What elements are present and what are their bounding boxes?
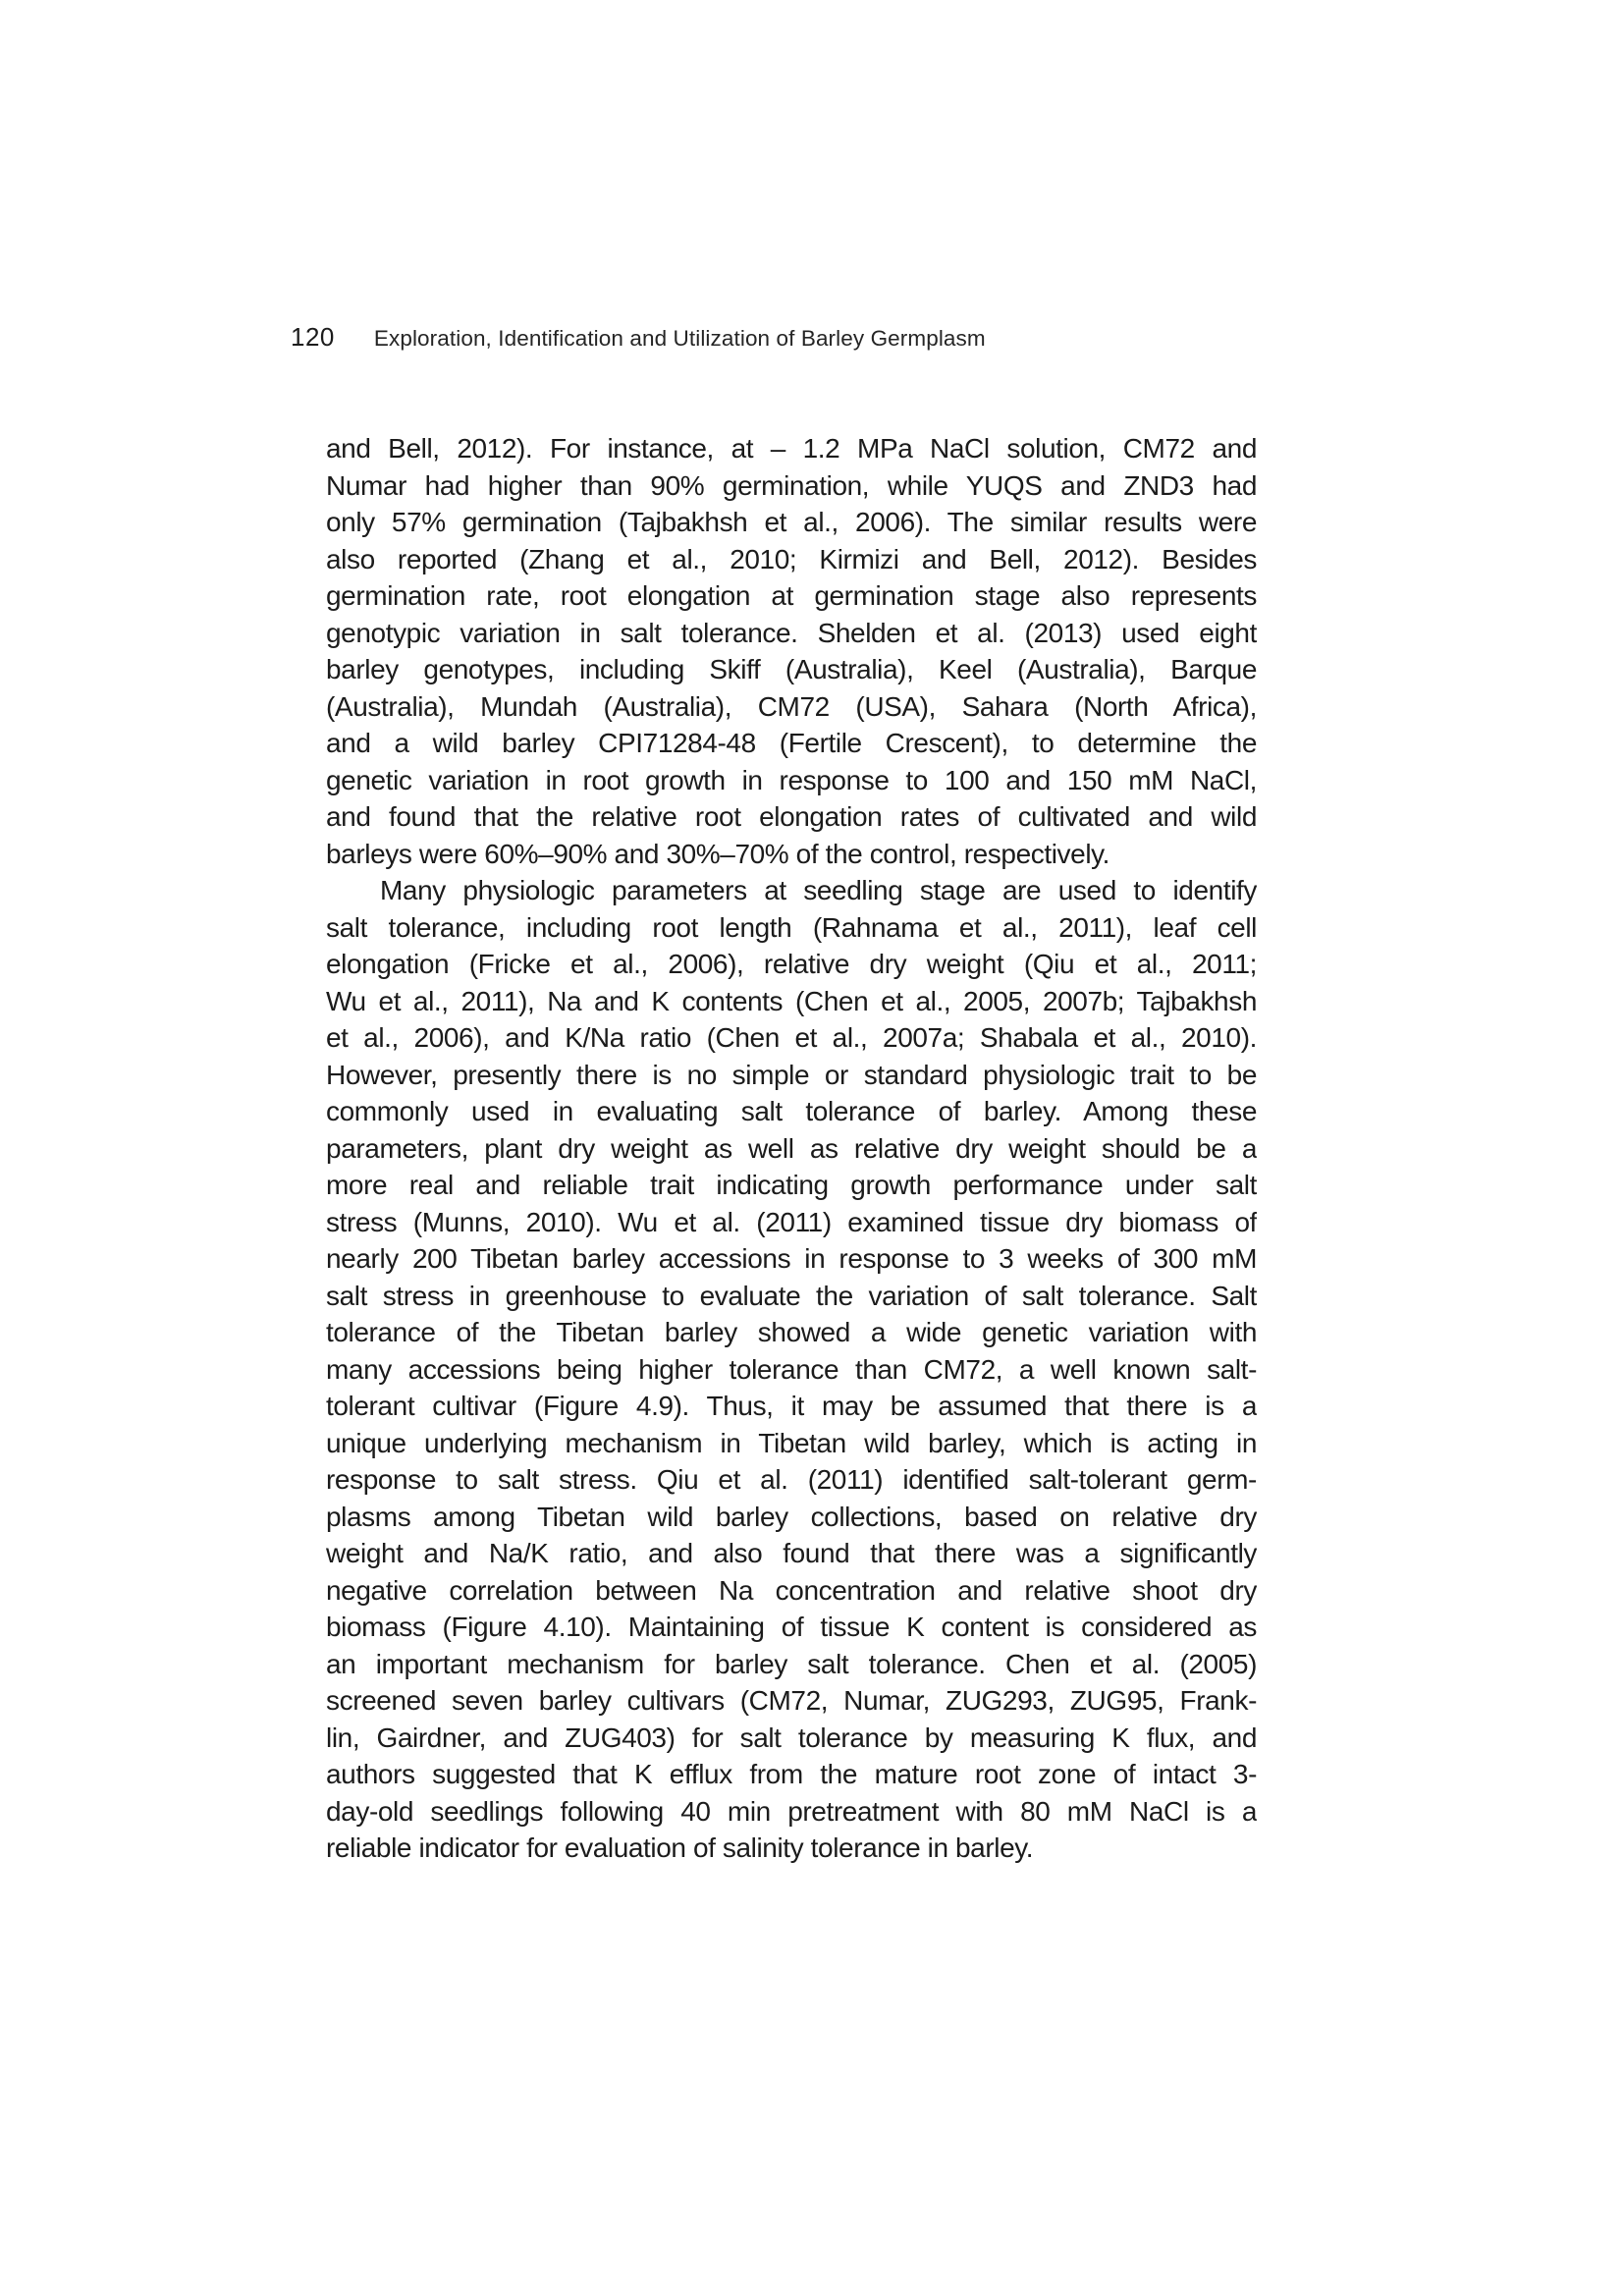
text-line: and a wild barley CPI71284-48 (Fertile Crescent), to determine the <box>326 728 1257 758</box>
running-header <box>291 322 986 353</box>
text-line: salt stress in greenhouse to evaluate the variation of salt tolerance. Salt <box>326 1280 1257 1311</box>
text-line: reliable indicator for evaluation of salinity tolerance in barley. <box>326 1832 1034 1863</box>
text-line: Many physiologic parameters at seedling stage are used to identify <box>380 875 1257 905</box>
text-line: response to salt stress. Qiu et al. (2011) identified salt-tolerant germ- <box>326 1464 1257 1495</box>
text-line: weight and Na/K ratio, and also found that there was a significantly <box>326 1538 1257 1568</box>
text-line: stress (Munns, 2010). Wu et al. (2011) examined tissue dry biomass of <box>326 1206 1257 1237</box>
text-line: commonly used in evaluating salt tolerance of barley. Among these <box>326 1096 1257 1126</box>
text-line: also reported (Zhang et al., 2010; Kirmizi and Bell, 2012). Besides <box>326 543 1257 574</box>
text-line: However, presently there is no simple or standard physiologic trait to be <box>326 1059 1257 1090</box>
text-line: et al., 2006), and K/Na ratio (Chen et al., 2007a; Shabala et al., 2010). <box>326 1022 1257 1053</box>
text-line: Wu et al., 2011), Na and K contents (Chen et al., 2005, 2007b; Tajbakhsh <box>326 985 1257 1016</box>
text-line: negative correlation between Na concentration and relative shoot dry <box>326 1574 1257 1606</box>
text-line: genetic variation in root growth in response to 100 and 150 mM NaCl, <box>326 764 1257 795</box>
text-line: authors suggested that K efflux from the mature root zone of intact 3- <box>326 1759 1257 1789</box>
text-line: and found that the relative root elongation rates of cultivated and wild <box>326 801 1257 832</box>
running-title: Exploration, Identification and Utilization of Barley Germplasm <box>373 326 986 351</box>
text-line: biomass (Figure 4.10). Maintaining of tissue K content is considered as <box>326 1612 1257 1642</box>
text-line: unique underlying mechanism in Tibetan wild barley, which is acting in <box>326 1427 1257 1458</box>
text-line: tolerant cultivar (Figure 4.9). Thus, it may be assumed that there is a <box>326 1391 1257 1421</box>
body-text <box>326 430 1257 1867</box>
text-line: parameters, plant dry weight as well as relative dry weight should be a <box>326 1132 1257 1164</box>
paragraph <box>326 430 1257 872</box>
text-line: barleys were 60%–90% and 30%–70% of the control, respectively. <box>326 838 1110 869</box>
text-line: many accessions being higher tolerance than CM72, a well known salt- <box>326 1353 1257 1385</box>
text-line: nearly 200 Tibetan barley accessions in response to 3 weeks of 300 mM <box>326 1243 1257 1274</box>
text-line: germination rate, root elongation at germination stage also represents <box>326 580 1257 611</box>
text-line: an important mechanism for barley salt tolerance. Chen et al. (2005) <box>326 1648 1257 1679</box>
text-line: Numar had higher than 90% germination, while YUQS and ZND3 had <box>326 469 1257 501</box>
text-line: elongation (Fricke et al., 2006), relative dry weight (Qiu et al., 2011; <box>326 949 1257 979</box>
text-line: lin, Gairdner, and ZUG403) for salt tolerance by measuring K flux, and <box>326 1722 1257 1753</box>
text-line: more real and reliable trait indicating growth performance under salt <box>326 1170 1257 1200</box>
text-line: salt tolerance, including root length (Rahnama et al., 2011), leaf cell <box>326 911 1257 943</box>
text-line: genotypic variation in salt tolerance. Shelden et al. (2013) used eight <box>326 617 1257 648</box>
text-line: only 57% germination (Tajbakhsh et al., 2006). The similar results were <box>326 507 1257 537</box>
text-line: (Australia), Mundah (Australia), CM72 (USA), Sahara (North Africa), <box>326 690 1257 722</box>
text-line: day-old seedlings following 40 min pretreatment with 80 mM NaCl is a <box>326 1795 1257 1827</box>
page-number: 120 <box>291 322 335 352</box>
text-line: tolerance of the Tibetan barley showed a wide genetic variation with <box>326 1317 1257 1347</box>
text-line: plasms among Tibetan wild barley collections, based on relative dry <box>326 1501 1257 1532</box>
text-line: and Bell, 2012). For instance, at – 1.2 MPa NaCl solution, CM72 and <box>326 433 1257 464</box>
paragraph <box>326 872 1257 1867</box>
text-line: screened seven barley cultivars (CM72, Numar, ZUG293, ZUG95, Frank- <box>326 1685 1257 1716</box>
text-line: barley genotypes, including Skiff (Australia), Keel (Australia), Barque <box>326 654 1257 684</box>
